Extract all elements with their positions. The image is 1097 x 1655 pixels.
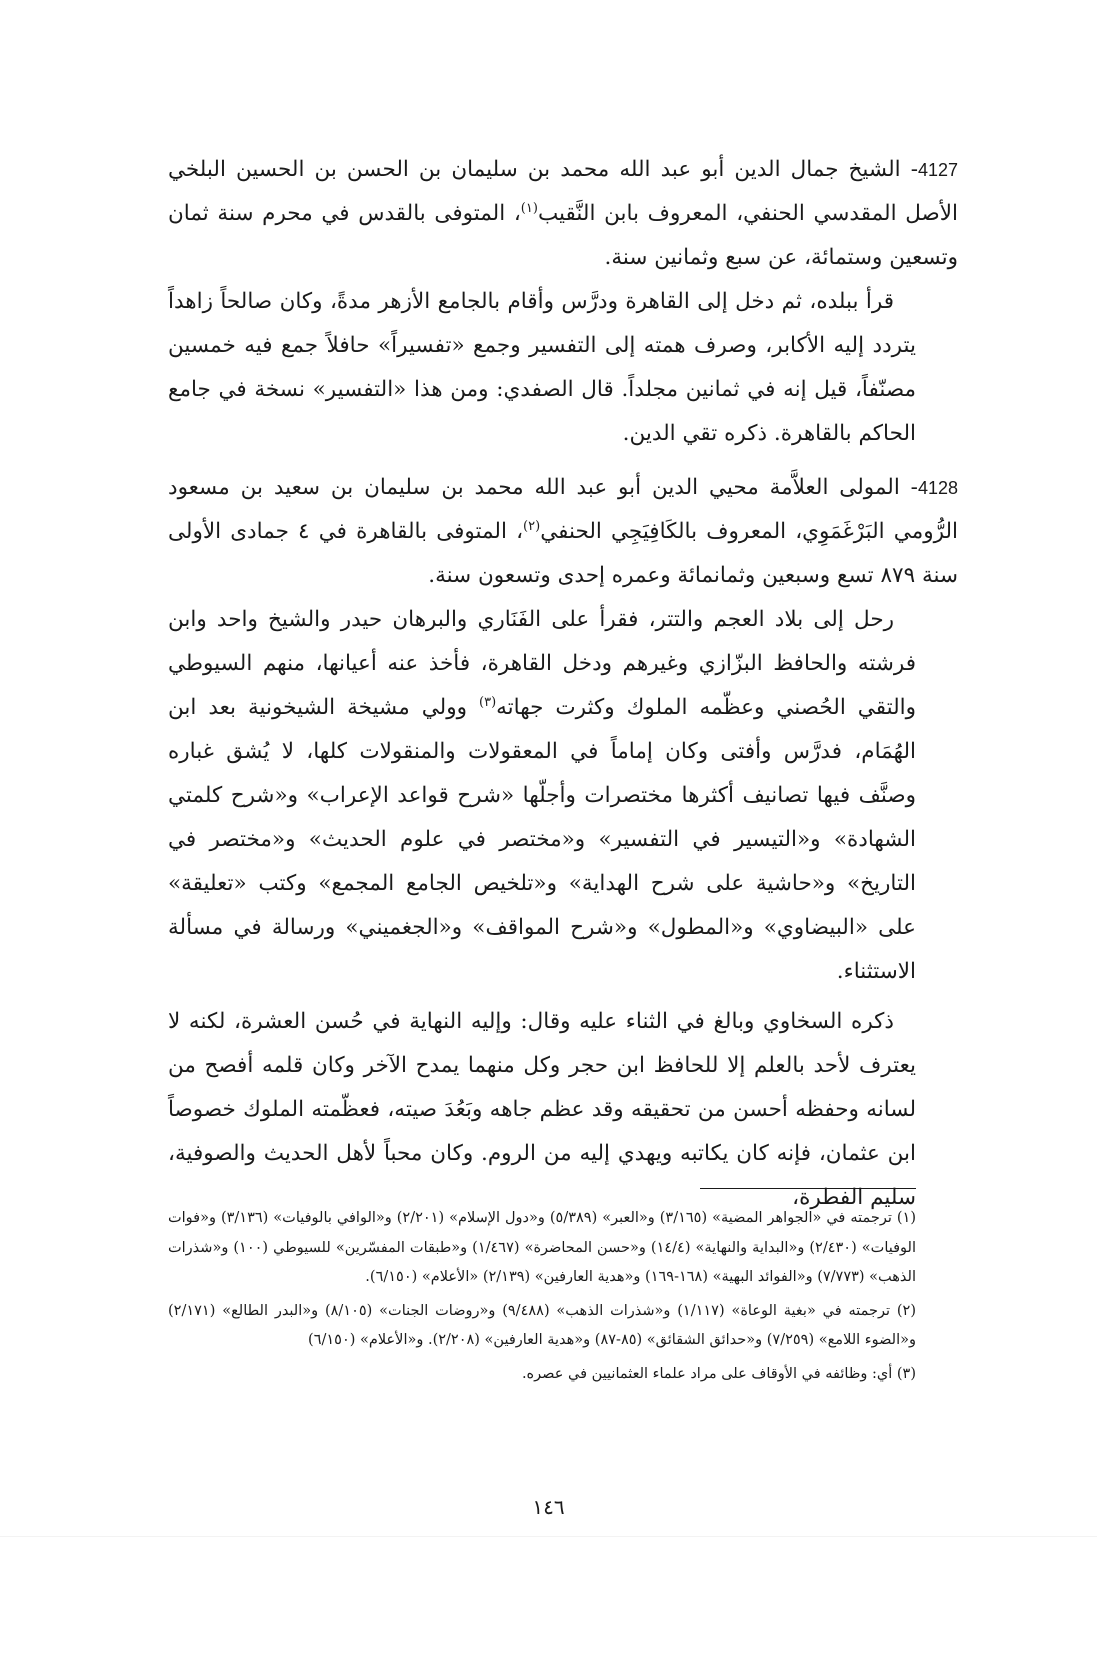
footnote-2: (٢) ترجمته في «بغية الوعاة» (١/١١٧) و«شذرات الذهب» (٩/٤٨٨) و«روضات الجنات» (٨/١٠٥) و«البدر الطالع» (٢/١٧١) و«الضوء اللامع» (٧/٢٥٩) و«حدائق الشقائق» (٨٥-٨٧) و«هدية العارفين» (٢/٢٠٨). و«الأعلام» (٦/١٥٠) (168, 1302, 917, 1348)
entry-heading-tail: ، المتوفى بالقاهرة في ٤ جمادى الأولى سنة ٨٧٩ تسع وسبعين وثمانمائة وعمره إحدى وتسعون سنة. (168, 519, 958, 588)
footnote-ref[interactable]: (٢) (523, 518, 541, 534)
entry-paragraph-tail: وولي مشيخة الشيخونية بعد ابن الهُمَام، فدرَّس وأفتى وكان إماماً في المعقولات والمنقولات كلها، لا يُشق غباره وصنَّف فيها تصانيف أكثرها مختصرات وأجلّها «شرح قواعد الإعراب» و«شرح كلمتي الشهادة» و«التيسير في التفسير» و«مختصر في علوم الحديث» و«مختصر في التاريخ» و«حاشية على شرح الهداية» و«تلخيص الجامع المجمع» وكتب «تعليقة» على «البيضاوي» و«المطول» و«شرح المواقف» و«الجغميني» ورسالة في مسألة الاستثناء. (168, 695, 916, 984)
footnote-ref[interactable]: (٣) (479, 694, 497, 710)
footnotes (168, 1204, 916, 1393)
entry-paragraph (168, 598, 916, 994)
entry-number: 4127 (917, 160, 958, 180)
entry-paragraph: ذكره السخاوي وبالغ في الثناء عليه وقال: وإليه النهاية في حُسن العشرة، لكنه لا يعترف لأحد بالعلم إلا للحافظ ابن حجر وكل منهما يمدح الآخر وكان قلمه أفصح من لسانه وحفظه أحسن من تحقيقه وقد عظم جاهه وبَعُدَ صيته، فعظّمته الملوك خصوصاً ابن عثمان، فإنه كان يكاتبه ويهدي إليه من الروم. وكان محباً لأهل الحديث والصوفية، سليم الفطرة، (168, 1009, 916, 1210)
footnote-ref[interactable]: (١) (520, 200, 538, 216)
entry-heading (168, 148, 958, 280)
entry-heading-text: - المولى العلاَّمة محيي الدين أبو عبد الله محمد بن سليمان بن سعيد بن مسعود الرُّومي البَرْغَمَوِي، المعروف بالكَافِيَجِي الحنفي (168, 475, 958, 544)
entry-number: 4128 (917, 478, 958, 498)
scan-edge (0, 1536, 1097, 1537)
entry-heading (168, 466, 958, 598)
biography-entry-4128 (168, 466, 958, 1220)
entry-heading-text: - الشيخ جمال الدين أبو عبد الله محمد بن سليمان بن الحسن بن الحسين البلخي الأصل المقدسي الحنفي، المعروف بابن النَّقيب (168, 157, 959, 226)
entry-paragraph-text: رحل إلى بلاد العجم والتتر، فقرأ على الفَنَاري والبرهان حيدر والشيخ واحد وابن فرشته والحافظ البزّازي وغيرهم ودخل القاهرة، فأخذ عنه أعيانها، منهم السيوطي والتقي الحُصني وعظّمه الملوك وكثرت جهاته (168, 607, 916, 720)
footnote-1: (١) ترجمته في «الجواهر المضية» (٣/١٦٥) و«العبر» (٥/٣٨٩) و«دول الإسلام» (٢/٢٠١) و«الوافي بالوفيات» (٣/١٣٦) و«فوات الوفيات» (٢/٤٣٠) و«البداية والنهاية» (١٤/٤) و«حسن المحاضرة» (١/٤٦٧) و«طبقات المفسّرين» للسيوطي (١٠٠) و«شذرات الذهب» (٧/٧٧٣) و«الفوائد البهية» (١٦٨-١٦٩) و«هدية العارفين» (٢/١٣٩) «الأعلام» (٦/١٥٠). (168, 1210, 916, 1285)
entry-paragraph: قرأ ببلده، ثم دخل إلى القاهرة ودرَّس وأقام بالجامع الأزهر مدةً، وكان صالحاً زاهداً يتردد إليه الأكابر، وصرف همته إلى التفسير وجمع «تفسيراً» حافلاً جمع فيه خمسين مصنّفاً، قيل إنه في ثمانين مجلداً. قال الصفدي: ومن هذا «التفسير» نسخة في جامع الحاكم بالقاهرة. ذكره تقي الدين. (168, 289, 916, 446)
page-number: ١٤٦ (532, 1495, 565, 1519)
footnote-3: (٣) أي: وظائفه في الأوقاف على مراد علماء العثمانيين في عصره. (521, 1365, 916, 1382)
footnote-divider (700, 1188, 916, 1189)
entry-heading-tail: ، المتوفى بالقدس في محرم سنة ثمان وتسعين وستمائة، عن سبع وثمانين سنة. (168, 201, 958, 270)
main-text (168, 148, 959, 1230)
biography-entry-4127 (168, 148, 959, 456)
